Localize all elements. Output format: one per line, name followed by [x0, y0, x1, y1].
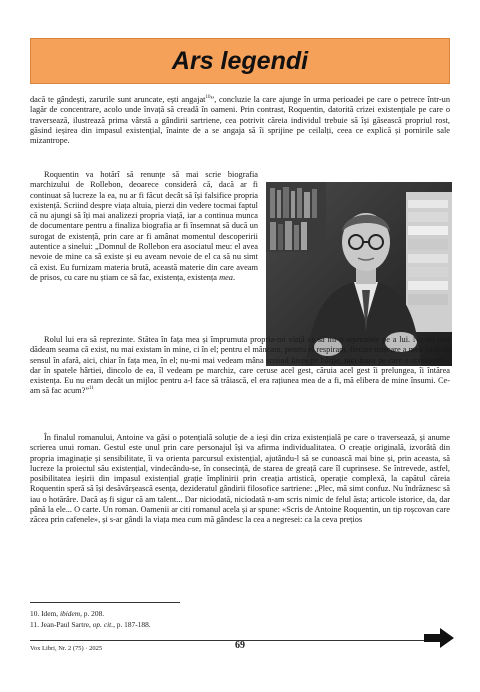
emphasis: ibidem — [59, 609, 81, 618]
text-run: ”, concluzie la care ajunge în urma perioadei pe care o petrece într-un lagăr de concentrare, acolo unde învață să creadă în oameni. Prin contrast, Roquentin, datorită crizei existențiale pe care o traversează, ilustrează prima vârstă a gândirii sartriene, cea potrivit căreia individul trebuie să își găsească propriul rost, găsind ieșirea din impasul existențial, înainte de a se angaja să îi sprijine pe ceilalți, ceea ce explică și pornirile sale mizantrope. — [30, 95, 450, 146]
journal-info: Vox Libri, Nr. 2 (75) · 2025 — [30, 645, 103, 652]
text-run: , p. 187-188. — [113, 619, 151, 629]
paragraph-4: În finalul romanului, Antoine va găsi o potențială soluție de a ieși din criza existențială pe care o traversează, și anume scrierea unui roman. Gestul este unul prin care personajul își va afirma individualitatea. O creație originală, izvorâtă din propria imaginație și sensibilitate, îi va orienta parcursul existențial, ajutându-l să se cunoască mai bine și, prin aceasta, să lucreze la proiectul său existențial, vindecându-se, în consecință, de starea de greață care îl cuprinsese. Se întrevede, astfel, posibilitatea ieșirii din impasul existențial grație împlinirii prin creația artistică, operație complexă, la capătul căreia Roquentin speră să își desăvârșească esența, dezideratul gândirii filosofice sartriene: „Plec, mă simt confuz. Nu îndrăznesc să iau o hotărâre. Dacă aș fi sigur că am talent... Dar niciodată, niciodată n-am scris nimic de felul ăsta; articole istorice, da, dar până la ele... O carte. Un roman. Oamenii ar citi romanul acela și ar spune: «Scris de Antoine Roquentin, un tip roșcovan care zăcea prin cafenele», și s-ar gândi la viața mea cum mă gândesc la cea a negresei: ca la ceva prețios — [30, 433, 450, 525]
footnote-ref[interactable]: 10 — [205, 95, 211, 101]
footnote-ref[interactable]: 11 — [89, 386, 94, 392]
emphasis: mea — [219, 272, 233, 282]
section-title: Ars legendi — [171, 46, 309, 75]
text-run: Rolul lui era să reprezinte. Stătea în fața mea și împrumuta propria-mi viață ca să mi-o — [44, 335, 347, 344]
paragraph-1 — [30, 95, 450, 146]
emphasis: op. cit. — [92, 619, 114, 629]
text-run: Roquentin va hotărî să renunțe să mai scrie biografia marchizului de Rollebon, deoarece consideră că, dacă ar fi continuat să lucreze la ea, nu ar fi făcut decât să își falsifice propria existență. Scriind despre viața altuia, pierzi din vedere tocmai faptul că nu ajungi să îți mai analizezi propria viață, iar a continua munca de documentare pentru a finaliza biografia ar fi însemnat să ducă un surogat de existență, prin care ar fi amânat momentul descoperirii autentice a sinelui: „Domnul de Rollebon era asociatul meu: el avea nevoie de mine ca să existe și eu aveam nevoie de el ca să nu simt că exist. Eu furnizam materia brută, această materie din care aveam de prisos, cu care nu știam ce să fac, existența, existența — [30, 170, 258, 282]
footnotes — [30, 609, 330, 630]
text-run: , p. 208. — [80, 609, 105, 618]
text-run: dacă te gândești, zarurile sunt aruncate, ești angajat — [30, 95, 206, 104]
next-page-arrow-icon[interactable] — [424, 628, 454, 648]
text-run: 10. Idem, — [30, 609, 60, 618]
paragraph-3 — [30, 335, 450, 397]
paragraph-2 — [30, 170, 258, 283]
section-header — [30, 38, 450, 84]
footnote-divider — [30, 602, 180, 603]
text-run: 11. Jean-Paul Sartre, — [30, 619, 93, 629]
page-number: 69 — [235, 640, 245, 651]
text-run: pe a lui. Nu-mi mai dădeam seama că exist, nu mai existam în mine, ci în el; pentru el mâncam, pentru el respiram, fiecare mișcare a mea își avea sensul în afară, aici, chiar în fața mea, în el; nu-mi mai vedeam mâna scriind litere pe hârtie, nici fraza pe care o scrisesem – dar în spatele hârtiei, dincolo de ea, îl vedeam pe marchiz, care ceruse acel gest, căruia acel gest îi prelungea, îi întărea existența. Eu nu eram decât un mijloc pentru a-l face să trăiască, el era rațiunea mea de a fi, mă elibera de mine însumi. Ce-am să fac acum?” — [30, 335, 450, 396]
footnote-11 — [30, 620, 330, 631]
emphasis: reprezinte — [346, 335, 380, 344]
text-run: . — [232, 272, 236, 282]
footnote-10 — [30, 609, 330, 620]
